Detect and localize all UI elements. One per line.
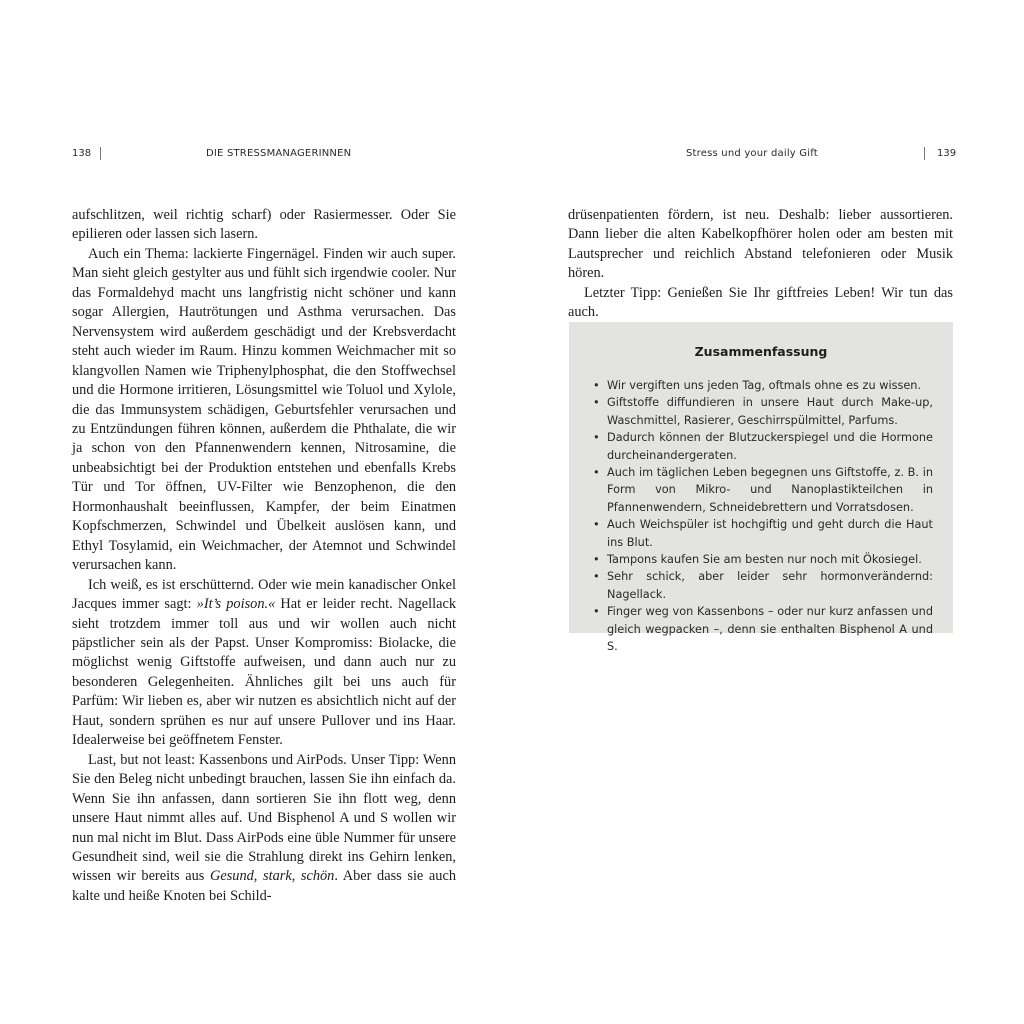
page-number-right: 139 [937,148,957,159]
summary-item: • Tampons kaufen Sie am besten nur noch mit Ökosiegel. [593,551,933,568]
paragraph: drüsenpatienten fördern, ist neu. Deshalb: lieber aussortieren. Dann lieber die alten Kabelkopfhörer holen oder am besten mit Lautsprecher und reichlich Abstand telefonieren oder Musik hören. [568,207,953,282]
page-number-left: 138 [72,148,92,159]
summary-item: • Dadurch können der Blutzuckerspiegel und die Hormone durcheinandergeraten. [593,429,933,464]
summary-item: • Sehr schick, aber leider sehr hormonverändernd: Nagellack. [593,568,933,603]
summary-list [593,377,933,656]
running-header-right: Stress und your daily Gift [686,148,818,159]
right-page-body [568,206,953,323]
running-header-left: DIE STRESSMANAGERINNEN [206,148,352,159]
paragraph: Letzter Tipp: Genießen Sie Ihr giftfreies Leben! Wir tun das auch. [568,284,953,321]
italic-book-title: Gesund, stark, schön [209,868,335,885]
paragraph-text: Ich weiß, es ist erschütternd. Oder wie mein kanadischer Onkel Jacques immer sagt: [72,576,456,613]
paragraph-text: Hat er leider recht. Nagellack sieht trotzdem immer toll aus und wir wollen auch nicht päpstlicher sein als der Papst. Unser Kompromiss: Biolacke, die möglichst wenig Giftstoffe aufweisen, und dann auch nur zu besonderen Gelegenheiten. Ähnliches gilt bei uns auch für Parfüm: Wir lieben es, aber wir nutzen es absichtlich nicht auf der Haut, sondern sprühen es nur auf unsere Pullover und ins Haar. Idealerweise bei geöffnetem Fenster. [72,596,456,749]
summary-title: Zusammenfassung [694,344,828,359]
summary-item: • Finger weg von Kassenbons – oder nur kurz anfassen und gleich wegpacken –, denn sie enthalten Bisphenol A und S. [593,603,933,655]
summary-item: • Auch Weichspüler ist hochgiftig und geht durch die Haut ins Blut. [593,516,933,551]
summary-item: • Wir vergiften uns jeden Tag, oftmals ohne es zu wissen. [593,377,933,394]
paragraph: Auch ein Thema: lackierte Fingernägel. Finden wir auch super. Man sieht gleich gestylter aus und fühlt sich irgendwie cooler. Nur das Formaldehyd macht uns langfristig nicht schöner und kann sogar Allergien, Hautrötungen und Asthma verursachen. Das Nervensystem wird außerdem geschädigt und der Krebsverdacht steht auch wieder im Raum. Hinzu kommen Weichmacher mit so klangvollen Namen wie Triphenylphosphat, die den Stoffwechsel und die Hormone irritieren, Lösungsmittel wie Toluol und Xylole, die das Immunsystem schädigen, Geburtsfehler verursachen und zu Entzündungen führen können, außerdem die Phthalate, die wir ja schon von den Pfannenwendern kennen, Nitrosamine, die unbeabsichtigt bei der Produktion entstehen und ebenfalls Krebs Tür und Tor öffnen, UV-Filter wie Benzophenon, die den Hormonhaushalt beeinflussen, Kampfer, der beim Einatmen Kopfschmerzen, Schwindel und Übelkeit auslösen kann, und Ethyl Tosylamid, ein Weichmacher, der Atemnot und Schwindel verursachen kann. [72,245,456,574]
paragraph [72,751,456,907]
header-divider-left [100,147,101,160]
paragraph-text: Last, but not least: Kassenbons und AirPods. Unser Tipp: Wenn Sie den Beleg nicht unbedingt brauchen, lassen Sie ihn einfach da. Wenn Sie ihn anfassen, dann sortieren Sie ihn flott weg, denn unsere Haut nimmt alles auf. Und Bisphenol A und S wollen wir nun mal nicht im Blut. Dass AirPods eine üble Nummer für unsere Gesundheit sind, weil sie die Strahlung direkt ins Gehirn lenken, wissen wir bereits aus [72,751,456,885]
paragraph: aufschlitzen, weil richtig scharf) oder Rasiermesser. Oder Sie epilieren oder lassen sich lasern. [72,207,456,243]
left-page-body [72,206,456,906]
summary-box [569,322,953,654]
header-divider-right [924,147,925,160]
summary-item: • Giftstoffe diffundieren in unsere Haut durch Make-up, Waschmittel, Rasierer, Geschirrspülmittel, Parfums. [593,394,933,429]
paragraph-text: . Aber dass sie auch kalte und heiße Knoten bei Schild- [72,868,456,904]
italic-quote: »It’s poison.« [196,596,276,613]
summary-item: • Auch im täglichen Leben begegnen uns Giftstoffe, z. B. in Form von Mikro- und Nanoplastikteilchen in Pfannenwendern, Schneidebrettern und Vorratsdosen. [593,464,933,516]
paragraph [72,576,456,751]
